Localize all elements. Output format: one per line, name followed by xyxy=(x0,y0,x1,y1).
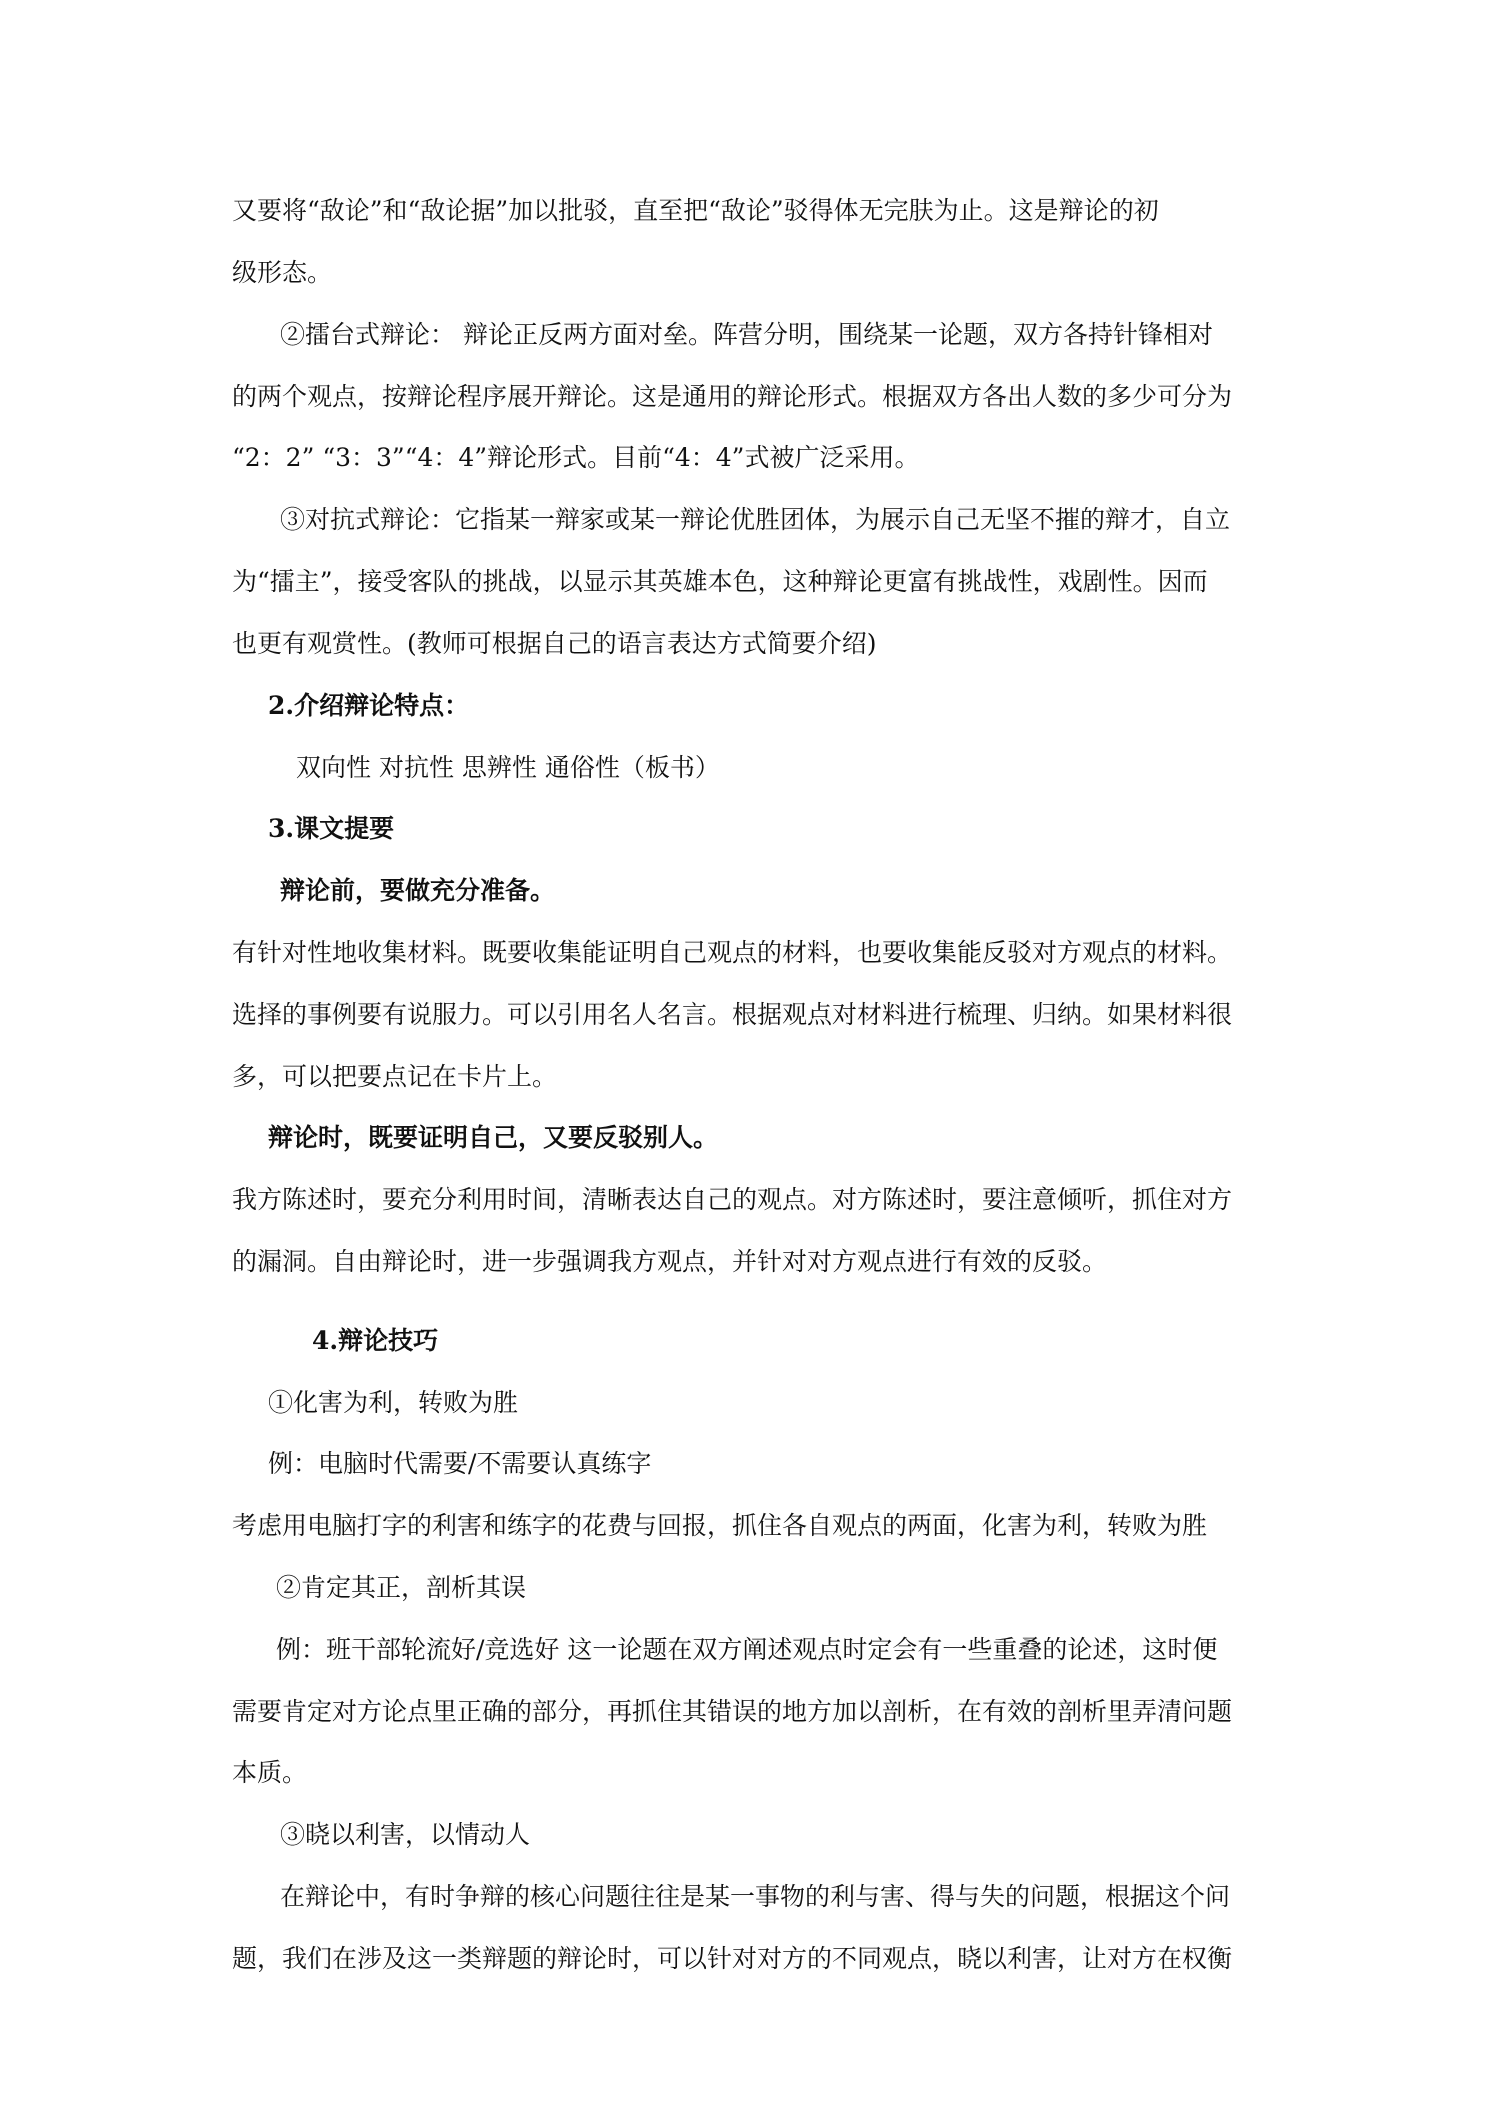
paragraph-line: ②肯定其正，剖析其误 xyxy=(276,1573,527,1602)
paragraph-line: 本质。 xyxy=(232,1758,308,1787)
paragraph-line: ③晓以利害，以情动人 xyxy=(280,1820,531,1849)
paragraph-line: “2：2” “3：3”“4：4”辩论形式。目前“4：4”式被广泛采用。 xyxy=(232,443,920,472)
paragraph-line: 在辩论中，有时争辩的核心问题往往是某一事物的利与害、得与失的问题，根据这个问 xyxy=(280,1882,1231,1911)
paragraph-line: 为“擂主”，接受客队的挑战，以显示其英雄本色，这种辩论更富有挑战性，戏剧性。因而 xyxy=(232,567,1208,596)
paragraph-line: 双向性 对抗性 思辨性 通俗性（板书） xyxy=(296,753,720,782)
section-heading: 4.辩论技巧 xyxy=(312,1326,439,1355)
paragraph-line: 有针对性地收集材料。既要收集能证明自己观点的材料，也要收集能反驳对方观点的材料。 xyxy=(232,938,1233,967)
paragraph-line: 的漏洞。自由辩论时，进一步强调我方观点，并针对对方观点进行有效的反驳。 xyxy=(232,1247,1108,1276)
section-heading: 3.课文提要 xyxy=(268,814,395,843)
paragraph-line: 题，我们在涉及这一类辩题的辩论时，可以针对对方的不同观点，晓以利害，让对方在权衡 xyxy=(232,1944,1233,1973)
paragraph-line: 需要肯定对方论点里正确的部分，再抓住其错误的地方加以剖析，在有效的剖析里弄清问题 xyxy=(232,1697,1233,1726)
paragraph-line: ③对抗式辩论：它指某一辩家或某一辩论优胜团体，为展示自己无坚不摧的辩才，自立 xyxy=(280,505,1231,534)
subheading: 辩论时，既要证明自己，又要反驳别人。 xyxy=(268,1123,719,1152)
paragraph-line: 例：班干部轮流好/竞选好 这一论题在双方阐述观点时定会有一些重叠的论述，这时便 xyxy=(276,1635,1218,1664)
paragraph-line: 多，可以把要点记在卡片上。 xyxy=(232,1062,558,1091)
paragraph-line: 选择的事例要有说服力。可以引用名人名言。根据观点对材料进行梳理、归纳。如果材料很 xyxy=(232,1000,1233,1029)
section-heading: 2.介绍辩论特点： xyxy=(268,691,470,720)
paragraph-line: 也更有观赏性。(教师可根据自己的语言表达方式简要介绍) xyxy=(232,629,877,658)
paragraph-line: ②擂台式辩论： 辩论正反两方面对垒。阵营分明，围绕某一论题，双方各持针锋相对 xyxy=(280,320,1213,349)
subheading: 辩论前，要做充分准备。 xyxy=(280,876,556,905)
paragraph-line: ①化害为利，转败为胜 xyxy=(268,1388,519,1417)
paragraph-line: 的两个观点，按辩论程序展开辩论。这是通用的辩论形式。根据双方各出人数的多少可分为 xyxy=(232,382,1233,411)
paragraph-line: 级形态。 xyxy=(232,258,333,287)
paragraph-line: 我方陈述时，要充分利用时间，清晰表达自己的观点。对方陈述时，要注意倾听，抓住对方 xyxy=(232,1185,1233,1214)
paragraph-line: 又要将“敌论”和“敌论据”加以批驳，直至把“敌论”驳得体无完肤为止。这是辩论的初 xyxy=(232,196,1159,225)
paragraph-line: 考虑用电脑打字的利害和练字的花费与回报，抓住各自观点的两面，化害为利，转败为胜 xyxy=(232,1511,1208,1540)
paragraph-line: 例：电脑时代需要/不需要认真练字 xyxy=(268,1449,652,1478)
